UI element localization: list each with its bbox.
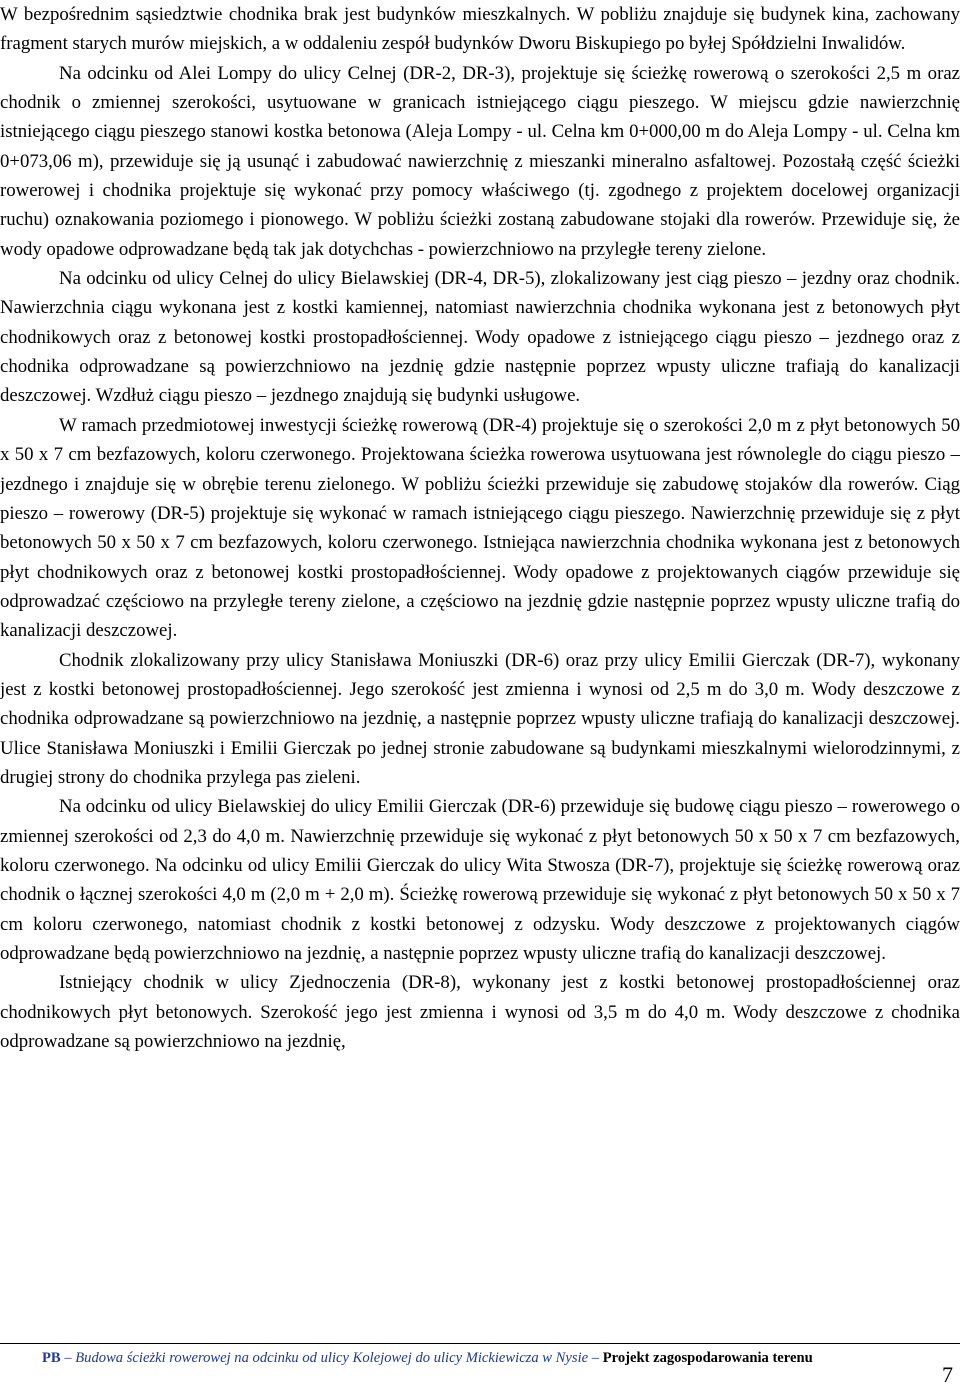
footer-document-title: Budowa ścieżki rowerowej na odcinku od ulicy Kolejowej do ulicy Mickiewicza w Nysie <box>75 1350 589 1366</box>
page-footer <box>42 1347 942 1369</box>
paragraph-zjednoczenia: Istniejący chodnik w ulicy Zjednoczenia (DR-8), wykonany jest z kostki betonowej prostopadłościennej oraz chodnikowych płyt betonowych. Szerokość jego jest zmienna i wynosi od 3,5 m do 4,0 m. Wody deszczowe z chodnika odprowadzane są powierzchniowo na jezdnię, <box>0 972 960 1053</box>
paragraph-continuation: W bezpośrednim sąsiedztwie chodnika brak jest budynków mieszkalnych. W pobliżu znajduje się budynek kina, zachowany fragment starych murów miejskich, a w oddaleniu zespół budynków Dworu Biskupiego po byłej Spółdzielni Inwalidów. <box>0 4 960 55</box>
footer-project-name: Projekt zagospodarowania terenu <box>602 1350 813 1366</box>
footer-org: PB <box>42 1350 61 1366</box>
paragraph-lompy-celna: Na odcinku od Alei Lompy do ulicy Celnej (DR-2, DR-3), projektuje się ścieżkę rowerową o szerokości 2,5 m oraz chodnik o zmiennej szerokości, usytuowane w granicach istniejącego ciągu pieszego. W miejscu gdzie nawierzchnię istniejącego ciągu pieszego stanowi kostka betonowa (Aleja Lompy - ul. Celna km 0+000,00 m do Aleja Lompy - ul. Celna km 0+073,06 m), przewiduje się ją usunąć i zabudować nawierzchnię z mieszanki mineralno asfaltowej. Pozostałą część ścieżki rowerowej i chodnika projektuje się wykonać przy pomocy właściwego (tj. zgodnego z projektem docelowej organizacji ruchu) oznakowania poziomego i pionowego. W pobliżu ścieżki zostaną zabudowane stojaki dla rowerów. Przewiduje się, że wody opadowe odprowadzane będą tak jak dotychchas - powierzchniowo na przyległe tereny zielone. <box>0 62 960 260</box>
footer-separator: – <box>64 1350 72 1366</box>
footer-divider <box>0 1343 960 1344</box>
paragraph-moniuszki-gierczak: Chodnik zlokalizowany przy ulicy Stanisława Moniuszki (DR-6) oraz przy ulicy Emilii Gierczak (DR-7), wykonany jest z kostki betonowej prostopadłościennej. Jego szerokość jest zmienna i wynosi od 2,5 m do 3,0 m. Wody deszczowe z chodnika odprowadzane są powierzchniowo na jezdnię, a następnie poprzez wpusty uliczne trafiają do kanalizacji deszczowej. Ulice Stanisława Moniuszki i Emilii Gierczak po jednej stronie zabudowane są budynkami mieszkalnymi wielorodzinnymi, z drugiej strony do chodnika przylega pas zieleni. <box>0 649 960 788</box>
footer-separator: – <box>591 1350 600 1366</box>
paragraph-dr4-dr5: W ramach przedmiotowej inwestycji ścieżkę rowerową (DR-4) projektuje się o szerokości 2,0 m z płyt betonowych 50 x 50 x 7 cm bezfazowych, koloru czerwonego. Projektowana ścieżka rowerowa usytuowana jest równolegle do ciągu pieszo – jezdnego i znajduje się w obrębie terenu zielonego. W pobliżu ścieżki przewiduje się zabudowę stojaków dla rowerów. Ciąg pieszo – rowerowy (DR-5) projektuje się wykonać w ramach istniejącego ciągu pieszego. Nawierzchnię przewiduje się z płyt betonowych 50 x 50 x 7 cm bezfazowych, koloru czerwonego. Istniejąca nawierzchnia chodnika wykonana jest z betonowych płyt chodnikowych oraz z betonowej kostki prostopadłościennej. Wody opadowe z projektowanych ciągów przewiduje się odprowadzać częściowo na przyległe tereny zielone, a częściowo na jezdnię gdzie następnie poprzez wpusty uliczne trafią do kanalizacji deszczowej. <box>0 414 960 642</box>
paragraph-celna-bielawska: Na odcinku od ulicy Celnej do ulicy Bielawskiej (DR-4, DR-5), zlokalizowany jest ciąg pieszo – jezdny oraz chodnik. Nawierzchnia ciągu wykonana jest z kostki kamiennej, natomiast nawierzchnia chodnika wykonana jest z betonowych płyt chodnikowych oraz z betonowej kostki prostopadłościennej. Wody opadowe z istniejącego ciągu pieszo – jezdnego oraz z chodnika odprowadzane są powierzchniowo na jezdnię gdzie następnie poprzez wpusty uliczne trafiają do kanalizacji deszczowej. Wzdłuż ciągu pieszo – jezdnego znajdują się budynki usługowe. <box>0 268 960 407</box>
page-number: 7 <box>942 1362 953 1387</box>
paragraph-bielawska-gierczak: Na odcinku od ulicy Bielawskiej do ulicy Emilii Gierczak (DR-6) przewiduje się budowę ciągu pieszo – rowerowego o zmiennej szerokości od 2,3 do 4,0 m. Nawierzchnię przewiduje się wykonać z płyt betonowych 50 x 50 x 7 cm bezfazowych, koloru czerwonego. Na odcinku od ulicy Emilii Gierczak do ulicy Wita Stwosza (DR-7), projektuje się ścieżkę rowerową oraz chodnik o łącznej szerokości 4,0 m (2,0 m + 2,0 m). Ścieżkę rowerową przewiduje się wykonać z płyt betonowych 50 x 50 x 7 cm koloru czerwonego, natomiast chodnik z kostki betonowej z odzysku. Wody deszczowe z projektowanych ciągów odprowadzane będą powierzchniowo na jezdnię, a następnie poprzez wpusty uliczne trafią do kanalizacji deszczowej. <box>0 796 960 964</box>
